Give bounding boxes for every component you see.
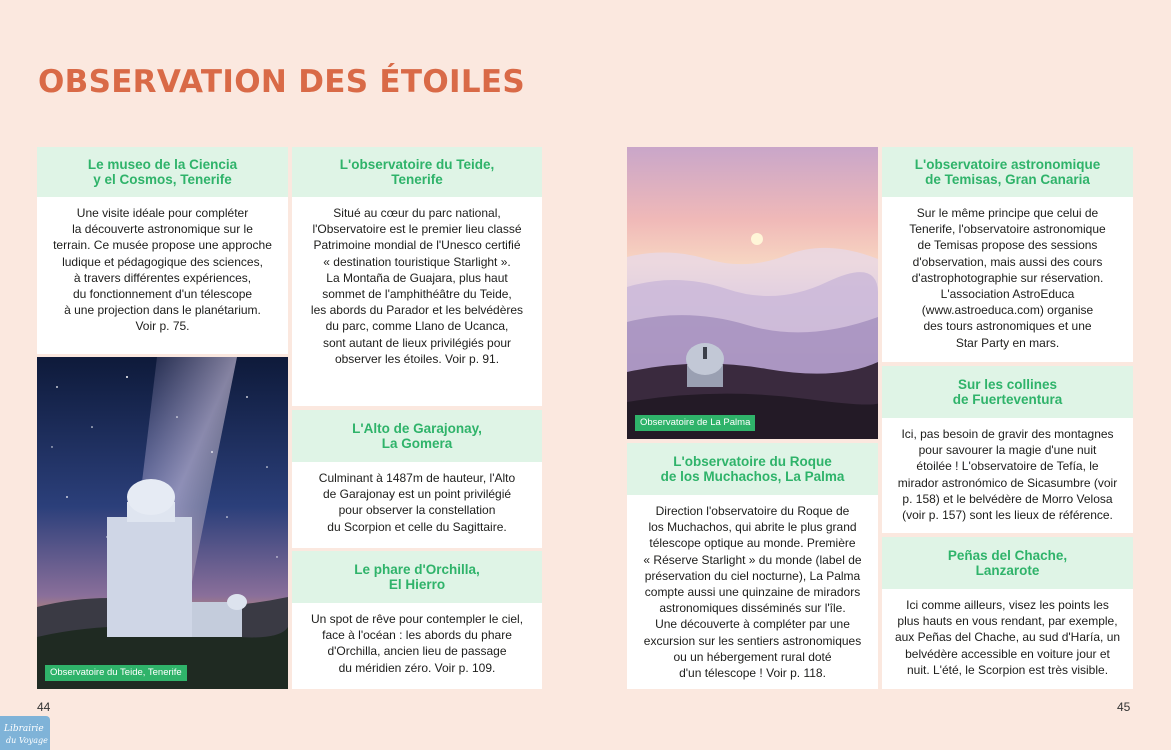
card-garajonay xyxy=(292,410,542,548)
card-museo-body: Une visite idéale pour compléter la découverte astronomique sur le terrain. Ce musée propose une approche ludique et pédagogique des sciences, à travers différentes expériences, du fonctionnement d'un télescope à une projection dans le planétarium. Voir p. 75. xyxy=(53,206,272,334)
card-museo xyxy=(37,147,288,354)
card-garajonay-title: L'Alto de Garajonay, La Gomera xyxy=(292,410,542,462)
card-museo-title: Le museo de la Ciencia y el Cosmos, Tenerife xyxy=(37,147,288,197)
card-temisas-body: Sur le même principe que celui de Tenerife, l'observatoire astronomique de Temisas propose des sessions d'observation, mais aussi des cours d'astrophotographie sur réservation. L'association AstroEduca (www.astroeduca.com) organise des tours astronomiques et une Star Party en mars. xyxy=(909,206,1106,350)
photo-lapalma-caption: Observatoire de La Palma xyxy=(635,415,755,431)
card-temisas-title: L'observatoire astronomique de Temisas, Gran Canaria xyxy=(882,147,1133,197)
page-number-left: 44 xyxy=(37,700,51,714)
card-chache xyxy=(882,537,1133,689)
svg-text:du Voyage: du Voyage xyxy=(6,736,48,745)
card-fuerteventura-title: Sur les collines de Fuerteventura xyxy=(882,366,1133,418)
card-orchilla xyxy=(292,551,542,689)
card-orchilla-title: Le phare d'Orchilla, El Hierro xyxy=(292,551,542,603)
card-roque-body: Direction l'observatoire du Roque de los Muchachos, qui abrite le plus grand télescope optique au monde. Première « Réserve Starlight » du monde (label de préservation du ciel nocturne), La Palma compte aussi une quinzaine de miradors astronomiques disséminés sur l'île. Une découverte à compléter par une excursion sur les sentiers astronomiques ou un hébergement rural doté d'un télescope ! Voir p. 118. xyxy=(643,504,862,681)
card-roque-title: L'observatoire du Roque de los Muchachos, La Palma xyxy=(627,443,878,495)
card-roque xyxy=(627,443,878,689)
card-teide-title: L'observatoire du Teide, Tenerife xyxy=(292,147,542,197)
card-chache-title: Peñas del Chache, Lanzarote xyxy=(882,537,1133,589)
card-garajonay-body: Culminant à 1487m de hauteur, l'Alto de Garajonay est un point privilégié pour observer la constellation du Scorpion et celle du Sagittaire. xyxy=(318,471,516,534)
photo-teide-observatory xyxy=(37,357,288,689)
page-title: OBSERVATION DES ÉTOILES xyxy=(38,64,525,100)
card-fuerteventura xyxy=(882,366,1133,533)
photo-la-palma-observatory xyxy=(627,147,878,439)
card-temisas xyxy=(882,147,1133,362)
photo-teide-caption: Observatoire du Teide, Tenerife xyxy=(45,665,187,681)
card-teide-body: Situé au cœur du parc national, l'Observatoire est le premier lieu classé Patrimoine mondial de l'Unesco certifié « destination touristique Starlight ». La Montaña de Guajara, plus haut sommet de l'amphithéâtre du Teide, les abords du Parador et les belvédères du parc, comme Llano de Ucanca, sont autant de lieux privilégiés pour observer les étoiles. Voir p. 91. xyxy=(310,206,524,366)
svg-text:Librairie: Librairie xyxy=(4,724,44,734)
card-chache-body: Ici comme ailleurs, visez les points les plus hauts en vous rendant, par exemple, aux Peñas del Chache, au sud d'Haría, un belvédère accessible en voiture jour et nuit. L'été, le Scorpion est très visible. xyxy=(894,598,1121,677)
card-orchilla-body: Un spot de rêve pour contempler le ciel, face à l'océan : les abords du phare d'Orchilla, ancien lieu de passage du méridien zéro. Voir p. 109. xyxy=(310,612,524,675)
librairie-logo xyxy=(0,716,50,750)
page-number-right: 45 xyxy=(1117,700,1131,714)
card-fuerteventura-body: Ici, pas besoin de gravir des montagnes pour savourer la magie d'une nuit étoilée ! L'observatoire de Tefía, le mirador astronómico de Sicasumbre (voir p. 158) et le belvédère de Morro Velosa (voir p. 157) sont les lieux de référence. xyxy=(897,427,1118,523)
card-teide xyxy=(292,147,542,406)
